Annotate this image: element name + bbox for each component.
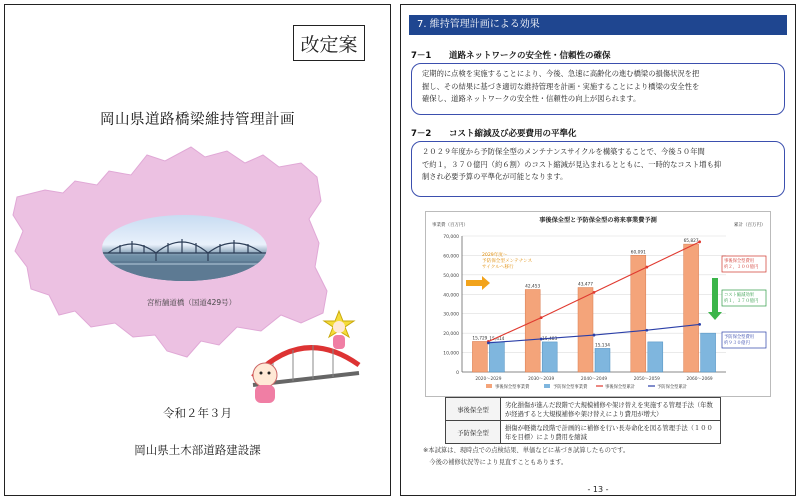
legend-label: 予防保全型累計 (657, 385, 688, 390)
bar-preventive (595, 348, 610, 372)
data-label: 43,477 (577, 282, 594, 288)
point-preventive-cumulative (487, 341, 490, 344)
table-label: 予防保全型 (446, 421, 501, 444)
point-preventive-cumulative (540, 338, 543, 341)
annotation-box-reduction-text: コスト縮減効果 (724, 293, 755, 298)
cost-forecast-chart (425, 211, 771, 397)
bar-after-repair (631, 255, 646, 372)
subsection-title: 道路ネットワークの安全性・信頼性の確保 (449, 51, 611, 61)
data-label: 65,827 (683, 239, 699, 245)
cover-date: 令和２年３月 (163, 406, 232, 420)
y-tick-label: 40,000 (443, 293, 459, 299)
bar-after-repair (684, 244, 699, 372)
bar-preventive (542, 342, 557, 372)
section-banner: 7. 維持管理計画による効果 (409, 15, 787, 35)
subsection-title: コスト縮減及び必要費用の平準化 (449, 129, 577, 139)
table-label: 事後保全型 (446, 398, 501, 421)
table-text: 劣化損傷が進んだ段階で大規模補修や架け替えを実施する管理手法（年数が経過すると大規模補修や架け替えにより費用が増大） (501, 398, 721, 421)
bar-after-repair (525, 290, 540, 372)
x-tick-label: 2060～2069 (686, 377, 713, 382)
table-text: 損傷が軽微な段階で計画的に補修を行い長寿命化を図る管理手法（１００年を目標）により費用を縮減 (501, 421, 721, 444)
annotation-text: 予防保全型メンテナンス (482, 259, 533, 264)
data-label: 60,091 (630, 250, 646, 256)
box-line: で約１，３７０億円（約６割）のコスト縮減が見込まれるとともに、一時的なコスト増も抑 (422, 159, 722, 169)
y-tick-label: 70,000 (443, 235, 459, 240)
annotation-box-preventive-text: 予防保全型費用 (724, 335, 755, 340)
definition-table (445, 397, 721, 444)
point-after-repair-cumulative (540, 316, 543, 319)
annotation-text: 2029年度〜 (482, 253, 508, 258)
page-number: - 13 - (587, 485, 609, 494)
x-tick-label: 2040～2049 (580, 377, 608, 382)
subsection-heading-1 (411, 49, 611, 61)
y-tick-label: 20,000 (443, 332, 459, 338)
y-tick-label: 60,000 (443, 254, 459, 260)
box-line: 制され必要予算の平準化が可能となります。 (422, 172, 568, 181)
box-line: 握し、その結果に基づき適切な維持管理を計画・実施することにより橋梁の安全性を (422, 81, 700, 91)
legend-swatch (486, 384, 492, 388)
y-tick-label: 0 (456, 371, 459, 376)
box-line: ２０２９年度から予防保全型のメンテナンスサイクルを構築することで、今後５０年間 (422, 147, 705, 156)
mascot-illustration (243, 305, 363, 415)
annotation-box-preventive-text: 約９３０億円 (724, 341, 750, 346)
x-tick-label: 2050～2059 (633, 377, 660, 382)
summary-box-2 (411, 141, 785, 197)
bridge-photo (102, 215, 267, 281)
annotation-box-after-repair-text: 事後保全型費用 (724, 259, 755, 264)
annotation-text: サイクルへ移行 (482, 265, 514, 270)
data-label: 15,134 (594, 343, 611, 349)
bar-preventive (701, 333, 716, 372)
point-preventive-cumulative (593, 334, 596, 337)
cover-page (4, 4, 391, 496)
summary-box-1 (411, 63, 785, 115)
subsection-number: 7－1 (411, 51, 432, 61)
legend-label: 事後保全型累計 (605, 385, 636, 390)
legend-swatch (544, 384, 550, 388)
table-row (446, 398, 721, 421)
y-tick-label: 10,000 (443, 351, 459, 357)
bar-after-repair (472, 341, 487, 372)
y2-axis-label: 累計（百万円） (734, 223, 766, 228)
table-row (446, 421, 721, 444)
data-label: 15,414 (489, 337, 505, 343)
point-after-repair-cumulative (698, 240, 701, 243)
subsection-number: 7－2 (411, 129, 432, 139)
point-preventive-cumulative (698, 323, 701, 326)
annotation-box-reduction-text: 約１，３７０億円 (724, 299, 759, 304)
chart-plot (426, 212, 770, 396)
bar-preventive (648, 342, 663, 372)
data-label: 15,483 (542, 336, 558, 342)
legend-label: 事後保全型事業費 (495, 385, 530, 390)
data-label: 15,729 (472, 336, 488, 342)
photo-caption: 宮桁舗道橋（国道429号） (146, 298, 237, 307)
data-label: 42,453 (525, 284, 541, 290)
legend-label: 予防保全型事業費 (553, 385, 588, 390)
bar-preventive (489, 342, 504, 372)
cover-organization: 岡山県土木部道路建設課 (134, 443, 261, 457)
draft-stamp: 改定案 (293, 25, 365, 61)
annotation-arrow (466, 276, 490, 290)
x-tick-label: 2020～2029 (475, 377, 502, 382)
reduction-arrow (708, 278, 722, 320)
box-line: 確保し、道路ネットワークの安全性・信頼性の向上が図られます。 (422, 94, 641, 103)
report-page (400, 4, 796, 496)
cover-title: 岡山県道路橋梁維持管理計画 (100, 112, 295, 128)
annotation-box-after-repair-text: 約２，３００億円 (724, 265, 759, 270)
y-tick-label: 30,000 (443, 312, 459, 318)
x-tick-label: 2030～2039 (528, 377, 555, 382)
footnote: 今後の補修状況等により見直すこともあります。 (423, 459, 568, 466)
bar-after-repair (578, 288, 593, 372)
y-axis-label: 事業費（百万円） (432, 223, 468, 228)
y-tick-label: 50,000 (443, 273, 459, 279)
subsection-heading-2 (411, 127, 577, 139)
footnote: ※本試算は、現時点での点検結果、単価などに基づき試算したものです。 (423, 447, 630, 454)
point-after-repair-cumulative (645, 266, 648, 269)
chart-title: 事後保全型と予防保全型の将来事業費予測 (539, 217, 657, 224)
point-preventive-cumulative (645, 329, 648, 332)
box-line: 定期的に点検を実施することにより、今後、急速に高齢化の進む橋梁の損傷状況を把 (422, 69, 700, 78)
point-after-repair-cumulative (593, 291, 596, 294)
